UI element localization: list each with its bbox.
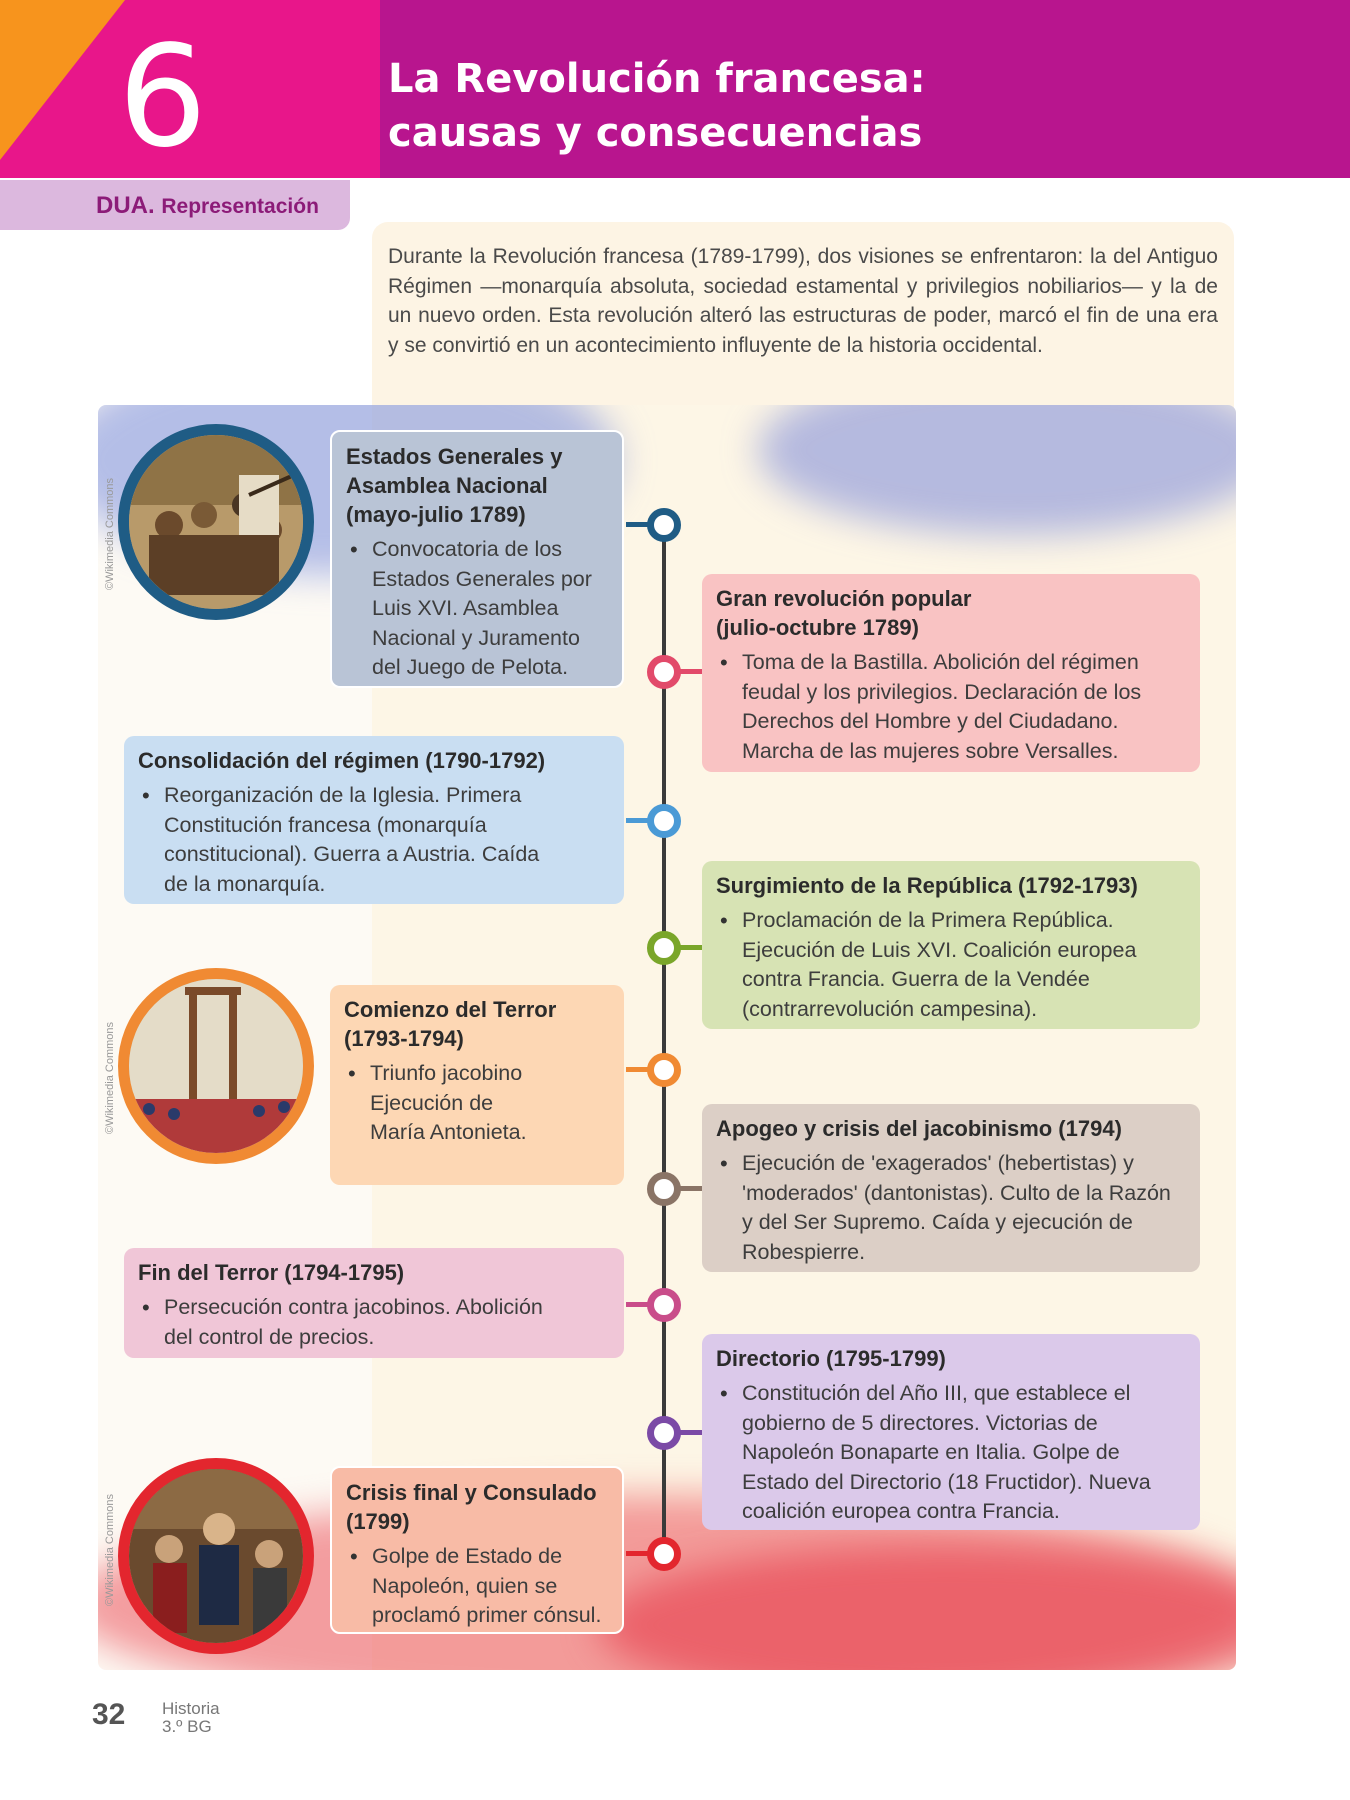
event-title <box>716 584 1186 642</box>
painting-guillotine-icon <box>129 979 303 1153</box>
painting-assembly-icon <box>129 435 303 609</box>
chapter-title <box>388 52 926 160</box>
event-bullet: • Reorganización de la Iglesia. Primera Constitución francesa (monarquía constitucional). Guerra a Austria. Caída de la monarquía. <box>138 781 550 899</box>
timeline-node-3 <box>647 804 681 838</box>
dua-label-sub: Representación <box>161 195 319 218</box>
event-title-line-2: (1793-1794) <box>344 1026 464 1051</box>
chapter-title-line-1: La Revolución francesa: <box>388 56 926 102</box>
event-title <box>346 442 608 529</box>
timeline-node-9 <box>647 1537 681 1571</box>
event-title-line-3: (mayo-julio 1789) <box>346 502 526 527</box>
event-title: Directorio (1795-1799) <box>716 1346 946 1371</box>
event-bullet: • Triunfo jacobino Ejecución de María Antonieta. <box>344 1059 550 1148</box>
painting-napoleon-icon <box>129 1469 303 1643</box>
event-title: Apogeo y crisis del jacobinismo (1794) <box>716 1116 1122 1141</box>
event-bullets <box>138 1293 610 1352</box>
event-bullets <box>716 648 1186 766</box>
event-title <box>346 1478 608 1536</box>
event-card-gran-revolucion <box>702 574 1200 772</box>
timeline-node-7 <box>647 1288 681 1322</box>
timeline-node-2 <box>647 655 681 689</box>
event-card-directorio <box>702 1334 1200 1530</box>
event-card-estados-generales <box>330 430 624 688</box>
event-card-surgimiento-republica <box>702 861 1200 1029</box>
photo-credit-2: ©Wikimedia Commons <box>104 1021 116 1134</box>
event-card-consolidacion <box>124 736 624 904</box>
photo-credit-3: ©Wikimedia Commons <box>104 1493 116 1606</box>
dua-label <box>96 192 319 220</box>
footer-subject <box>162 1700 220 1736</box>
event-bullet: • Toma de la Bastilla. Abolición del régimen feudal y los privilegios. Declaración de los Derechos del Hombre y del Ciudadano. Marcha de las mujeres sobre Versalles. <box>716 648 1186 766</box>
photo-credit-1: ©Wikimedia Commons <box>104 477 116 590</box>
event-title-line-1: Estados Generales y <box>346 444 563 469</box>
event-title: Fin del Terror (1794-1795) <box>138 1260 405 1285</box>
event-bullets <box>716 1379 1186 1527</box>
chapter-title-line-2: causas y consecuencias <box>388 110 923 156</box>
event-bullets <box>346 1542 608 1631</box>
event-bullet: • Constitución del Año III, que establece el gobierno de 5 directores. Victorias de Napoleón Bonaparte en Italia. Golpe de Estado del Directorio (18 Fructidor). Nueva coalición europea contra Francia. <box>716 1379 1186 1527</box>
intro-box <box>372 222 1234 412</box>
event-card-apogeo-jacobinismo <box>702 1104 1200 1272</box>
event-card-crisis-final <box>330 1466 624 1634</box>
timeline-node-8 <box>647 1416 681 1450</box>
event-bullets <box>138 781 610 899</box>
event-bullet: • Convocatoria de los Estados Generales por Luis XVI. Asamblea Nacional y Juramento del Juego de Pelota. <box>346 535 608 683</box>
footer-grade: 3.º BG <box>162 1717 212 1736</box>
event-bullets <box>716 906 1186 1024</box>
event-title-line-2: (1799) <box>346 1509 410 1534</box>
timeline-node-6 <box>647 1172 681 1206</box>
event-card-fin-terror <box>124 1248 624 1358</box>
event-bullet: • Ejecución de 'exagerados' (hebertistas) y 'moderados' (dantonistas). Culto de la Razón y del Ser Supremo. Caída y ejecución de Robespierre. <box>716 1149 1186 1267</box>
photo-guillotine <box>118 968 314 1164</box>
page-number: 32 <box>92 1698 126 1731</box>
unit-number: 6 <box>118 16 208 179</box>
event-title-line-1: Comienzo del Terror <box>344 997 557 1022</box>
event-title-line-2: (julio-octubre 1789) <box>716 615 919 640</box>
event-card-comienzo-terror <box>330 985 624 1185</box>
event-bullets <box>716 1149 1186 1267</box>
event-title-line-1: Gran revolución popular <box>716 586 972 611</box>
event-title-line-1: Crisis final y Consulado <box>346 1480 597 1505</box>
photo-napoleon <box>118 1458 314 1654</box>
footer-subject-name: Historia <box>162 1699 220 1718</box>
event-bullets <box>346 535 608 683</box>
dua-label-main: DUA. <box>96 192 155 219</box>
event-bullets <box>344 1059 610 1148</box>
event-title <box>344 995 610 1053</box>
event-bullet: • Golpe de Estado de Napoleón, quien se proclamó primer cónsul. <box>346 1542 608 1631</box>
photo-estados-generales <box>118 424 314 620</box>
timeline-node-5 <box>647 1053 681 1087</box>
event-title: Consolidación del régimen (1790-1792) <box>138 748 546 773</box>
event-title: Surgimiento de la República (1792-1793) <box>716 873 1138 898</box>
intro-text: Durante la Revolución francesa (1789-1799), dos visiones se enfrentaron: la del Antiguo Régimen —monarquía absoluta, sociedad estamental y privilegios nobiliarios— y la de un nuevo orden. Esta revolución alteró las estructuras de poder, marcó el fin de una era y se convirtió en un acontecimiento influyente de la historia occidental. <box>388 245 1218 357</box>
timeline-node-1 <box>647 508 681 542</box>
event-title-line-2: Asamblea Nacional <box>346 473 548 498</box>
timeline-node-4 <box>647 931 681 965</box>
event-bullet: • Persecución contra jacobinos. Abolición del control de precios. <box>138 1293 570 1352</box>
event-bullet: • Proclamación de la Primera República. Ejecución de Luis XVI. Coalición europea contra Francia. Guerra de la Vendée (contrarrevolución campesina). <box>716 906 1146 1024</box>
